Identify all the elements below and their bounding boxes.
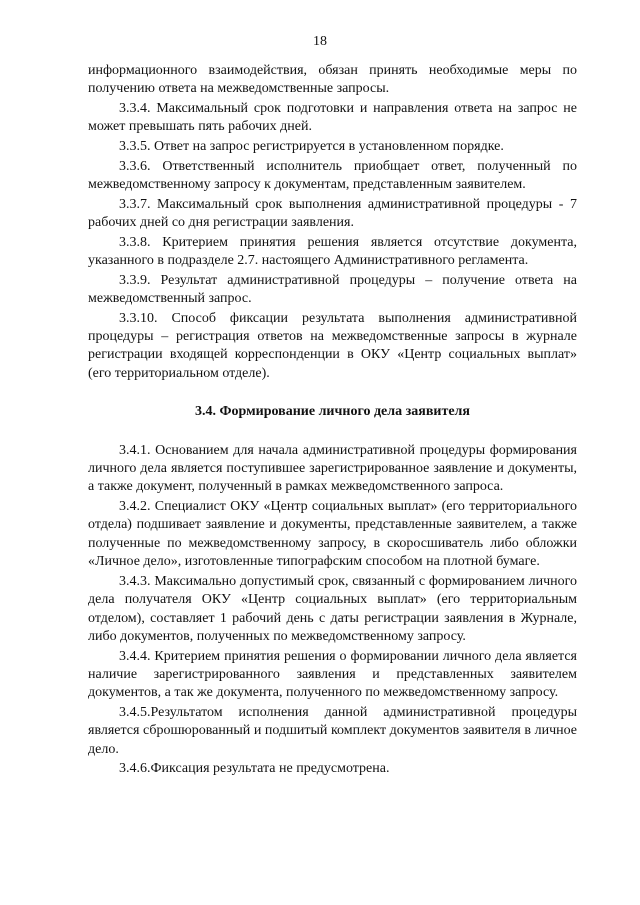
section-3-3-continuation bbox=[88, 62, 577, 383]
paragraph: информационного взаимодействия, обязан принять необходимые меры по получению ответа на межведомственные запросы. bbox=[88, 63, 577, 97]
section-heading: 3.4. Формирование личного дела заявителя bbox=[195, 404, 470, 420]
paragraph: 3.4.6.Фиксация результата не предусмотрена. bbox=[119, 761, 390, 777]
paragraph: 3.3.4. Максимальный срок подготовки и направления ответа на запрос не может превышать пять рабочих дней. bbox=[88, 101, 577, 135]
page-number: 18 bbox=[313, 34, 327, 49]
paragraph: 3.4.2. Специалист ОКУ «Центр социальных выплат» (его территориального отдела) подшивает заявление и документы, представленные заявителем, а также полученные по межведомственному запросу, в скоросшиватель либо обложки «Личное дело», изготовленные типографским способом на плотной бумаге. bbox=[88, 499, 577, 570]
paragraph: 3.4.3. Максимально допустимый срок, связанный с формированием личного дела получателя ОКУ «Центр социальных выплат» (его территориальным отделом), составляет 1 рабочий день с даты регистрации заявления в Журнале, либо документов, полученных по межведомственному запросу. bbox=[88, 573, 577, 645]
document-body bbox=[88, 62, 577, 780]
paragraph: 3.4.4. Критерием принятия решения о формировании личного дела является наличие зарегистрированного заявления и представленных заявителем документов, а так же документа, полученного по межведомственному запросу. bbox=[88, 648, 577, 701]
paragraph: 3.3.9. Результат административной процедуры – получение ответа на межведомственный запрос. bbox=[88, 272, 577, 306]
paragraph: 3.3.7. Максимальный срок выполнения административной процедуры - 7 рабочих дней со дня регистрации заявления. bbox=[88, 196, 577, 230]
section-3-4 bbox=[88, 442, 577, 779]
paragraph: 3.4.5.Результатом исполнения данной административной процедуры является сброшюрованный и подшитый комплект документов заявителя в личное дело. bbox=[88, 705, 577, 757]
paragraph: 3.3.5. Ответ на запрос регистрируется в установленном порядке. bbox=[119, 139, 504, 154]
paragraph: 3.3.8. Критерием принятия решения является отсутствие документа, указанного в подразделе 2.7. настоящего Административного регламента. bbox=[88, 234, 577, 268]
paragraph: 3.4.1. Основанием для начала административной процедуры формирования личного дела является поступившее зарегистрированное заявление и документы, а также документ, полученный в рамках межведомственного запроса. bbox=[88, 442, 577, 495]
paragraph: 3.3.6. Ответственный исполнитель приобщает ответ, полученный по межведомственному запросу к документам, представленным заявителем. bbox=[88, 158, 577, 192]
paragraph: 3.3.10. Способ фиксации результата выполнения административной процедуры – регистрация ответов на межведомственные запросы в журнале регистрации входящей корреспонденции в ОКУ «Центр социальных выплат» (его территориальном отделе). bbox=[88, 310, 577, 381]
